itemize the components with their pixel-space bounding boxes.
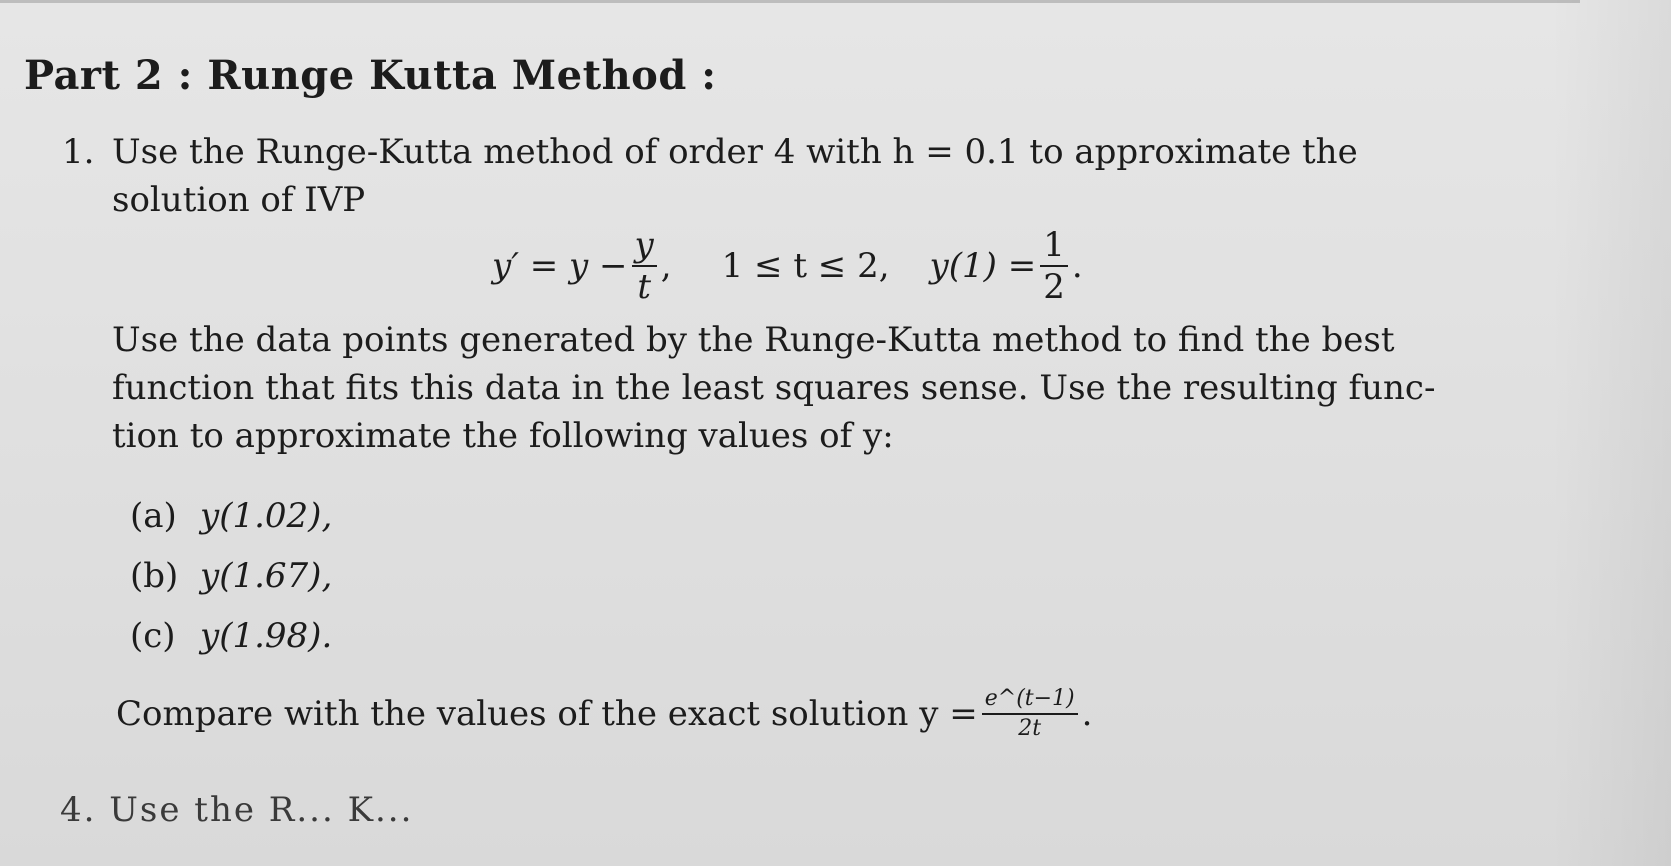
problem-number: 1. <box>62 132 95 172</box>
equation-comma: , <box>660 246 672 286</box>
problem-body <box>112 128 1492 741</box>
equation-range: 1 ≤ t ≤ 2, <box>721 246 890 286</box>
ivp-equation <box>492 225 1083 307</box>
fraction-numerator: y <box>634 225 654 265</box>
equation-lhs: y′ = y − <box>492 246 628 286</box>
cutoff-next-problem: 4. Use the R... K... <box>60 790 414 830</box>
compare-text: Compare with the values of the exact solution y = <box>116 694 978 734</box>
subquestion-label: (c) <box>130 616 176 656</box>
problem-line-1: Use the Runge-Kutta method of order 4 with h = 0.1 to approximate the <box>112 132 1358 172</box>
subquestion-value: y(1.02), <box>200 496 333 536</box>
fraction-numerator: e^(t−1) <box>984 686 1075 711</box>
fraction-y-over-t <box>632 225 657 307</box>
fraction-denominator: t <box>637 267 651 307</box>
compare-period: . <box>1081 694 1093 734</box>
paragraph-line-1: Use the data points generated by the Runge-Kutta method to find the best <box>112 320 1395 360</box>
part-title: Part 2 : Runge Kutta Method : <box>24 52 717 99</box>
paragraph-line-3: tion to approximate the following values of y: <box>112 416 894 456</box>
initial-condition: y(1) = <box>929 246 1037 286</box>
fraction-denominator: 2t <box>1018 716 1042 741</box>
equation-period: . <box>1071 246 1083 286</box>
fraction-bar <box>982 713 1078 715</box>
subquestion-value: y(1.98). <box>200 616 333 656</box>
subquestion-c <box>130 606 332 666</box>
subquestion-a <box>130 486 332 546</box>
problem-line-2: solution of IVP <box>112 180 366 220</box>
subquestion-label: (b) <box>130 556 179 596</box>
fraction-numerator: 1 <box>1043 225 1065 265</box>
fraction-one-half <box>1040 225 1068 307</box>
subquestion-b <box>130 546 332 606</box>
page-shadow <box>1551 0 1671 866</box>
compare-sentence <box>116 688 1092 740</box>
top-rule <box>0 0 1580 3</box>
paragraph-line-2: function that fits this data in the least squares sense. Use the resulting func- <box>112 368 1436 408</box>
fraction-denominator: 2 <box>1043 267 1065 307</box>
instructions-paragraph <box>112 316 1436 460</box>
exact-solution-fraction <box>982 688 1078 740</box>
subquestion-label: (a) <box>130 496 177 536</box>
subquestion-list <box>130 486 332 666</box>
subquestion-value: y(1.67), <box>200 556 333 596</box>
